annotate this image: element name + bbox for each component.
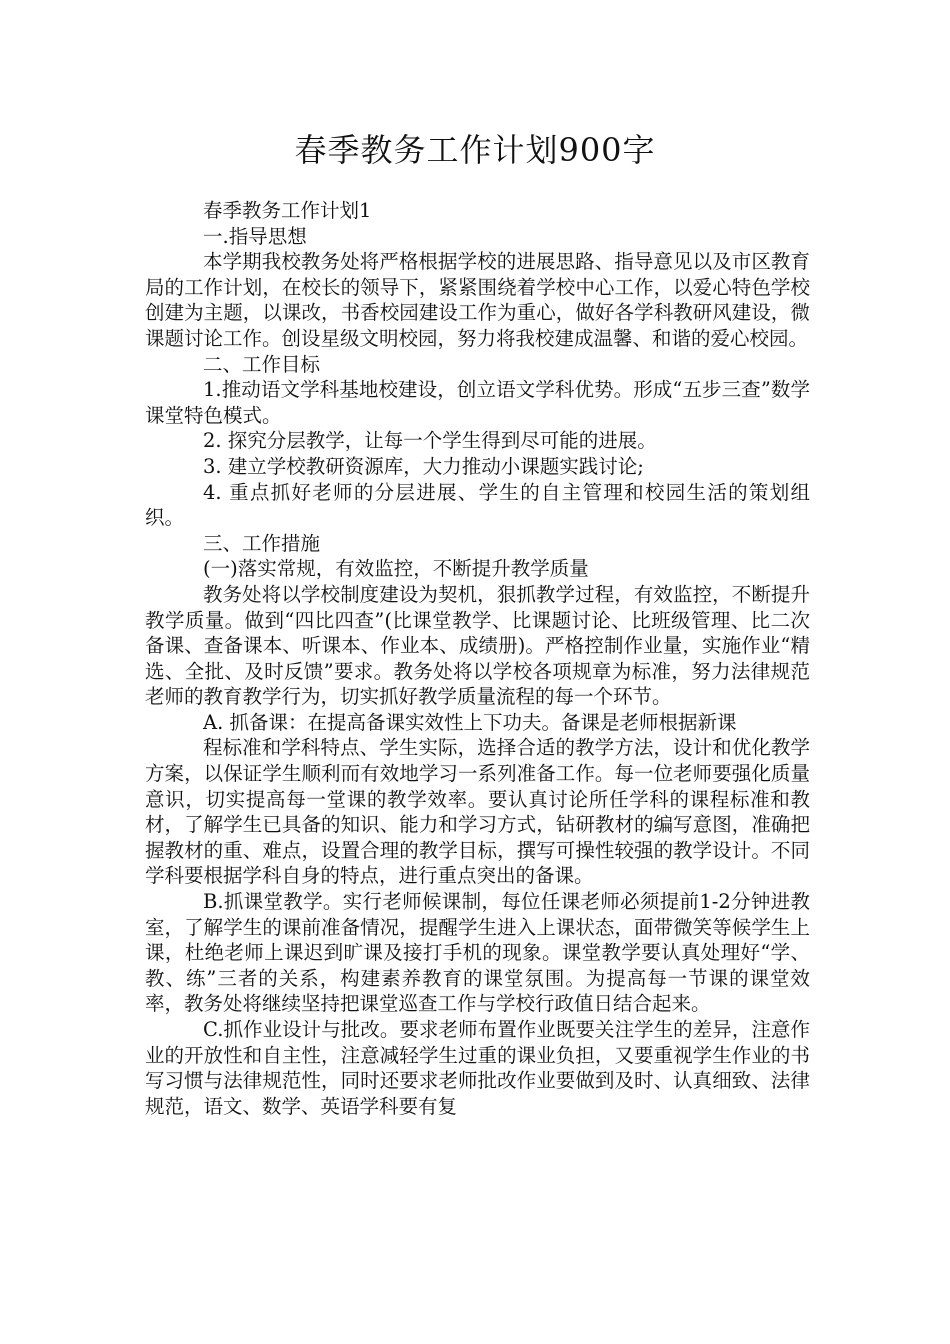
section-heading-work-measures: 三、工作措施 [203, 531, 321, 555]
subsection-heading-routine: (一)落实常规，有效监控，不断提升教学质量 [203, 557, 589, 581]
section-heading-guiding-ideology: 一.指导思想 [203, 224, 307, 248]
section-heading-work-goals: 二、工作目标 [203, 352, 321, 376]
plan-heading: 春季教务工作计划1 [203, 199, 372, 222]
goal-item-4: 4. 重点抓好老师的分层进展、学生的自主管理和校园生活的策划组织。 [145, 480, 810, 530]
goal-item-1: 1.推动语文学科基地校建设，创立语文学科优势。形成“五步三查”数学课堂特色模式。 [145, 378, 810, 427]
paragraph-classroom-teaching: B.抓课堂教学。实行老师候课制，每位任课老师必须提前1-2分钟进教室，了解学生的课前准备情况，提醒学生进入上课状态，面带微笑等候学生上课，杜绝老师上课迟到旷课及接打手机的现象。课堂教学要认真处理好“学、教、练”三者的关系，构建素养教育的课堂氛围。为提高每一节课的课堂效率，教务处将继续坚持把课堂巡查工作与学校行政值日结合起来。 [145, 890, 810, 1016]
paragraph-lesson-prep-cont: 程标准和学科特点、学生实际，选择合适的教学方法，设计和优化教学方案，以保证学生顺利而有效地学习一系列准备工作。每一位老师要强化质量意识，切实提高每一堂课的教学效率。要认真讨论所任学科的课程标准和教材，了解学生已具备的知识、能力和学习方式，钻研教材的编写意图，准确把握教材的重、难点，设置合理的教学目标，撰写可操性较强的教学设计。不同学科要根据学科自身的特点，进行重点突出的备课。 [145, 736, 810, 888]
paragraph-routine: 教务处将以学校制度建设为契机，狠抓教学过程，有效监控，不断提升教学质量。做到“四比四查”(比课堂教学、比课题讨论、比班级管理、比二次备课、查备课本、听课本、作业本、成绩册)。严格控制作业量，实施作业“精选、全批、及时反馈”要求。教务处将以学校各项规章为标准，努力法律规范老师的教育教学行为，切实抓好教学质量流程的每一个环节。 [145, 582, 810, 709]
paragraph-guiding-ideology: 本学期我校教务处将严格根据学校的进展思路、指导意见以及市区教育局的工作计划，在校长的领导下，紧紧围绕着学校中心工作，以爱心特色学校创建为主题，以课改，书香校园建设工作为重心，做好各学科教研风建设，微课题讨论工作。创设星级文明校园，努力将我校建成温馨、和谐的爱心校园。 [145, 250, 810, 350]
document-title: 春季教务工作计划900字 [294, 131, 656, 169]
paragraph-lesson-prep: A. 抓备课：在提高备课实效性上下功夫。备课是老师根据新课 [203, 710, 737, 734]
document-body [145, 198, 810, 1119]
goal-item-3: 3. 建立学校教研资源库，大力推动小课题实践讨论; [203, 454, 644, 478]
paragraph-homework: C.抓作业设计与批改。要求老师布置作业既要关注学生的差异，注意作业的开放性和自主性，注意减轻学生过重的课业负担，又要重视学生作业的书写习惯与法律规范性，同时还要求老师批改作业要做到及时、认真细致、法律规范，语文、数学、英语学科要有复 [145, 1018, 810, 1118]
goal-item-2: 2. 探究分层教学，让每一个学生得到尽可能的进展。 [203, 429, 657, 453]
